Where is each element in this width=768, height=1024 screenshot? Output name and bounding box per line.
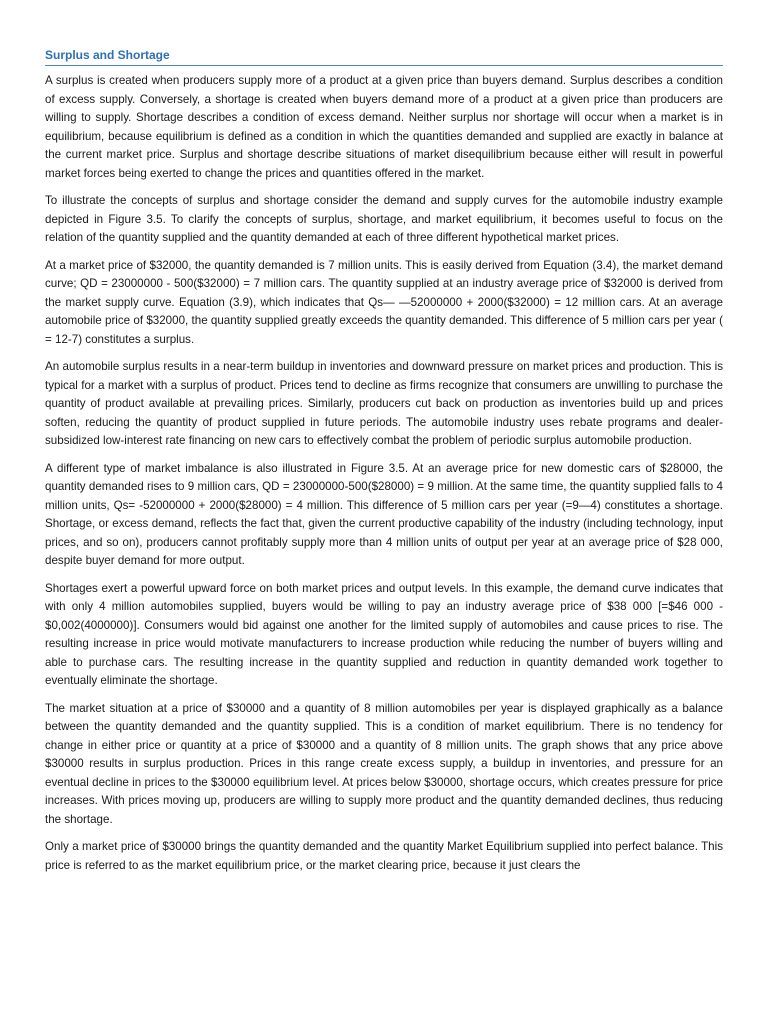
paragraph-shortage-example: A different type of market imbalance is also illustrated in Figure 3.5. At an average price for new domestic cars of $28000, the quantity demanded rises to 9 million cars, QD = 23000000-500($28000) = 9 million. At the same time, the quantity supplied falls to 4 million units, Qs= -52000000 + 2000($28000) = 4 million. This difference of 5 million cars per year (=9—4) constitutes a shortage. Shortage, or excess demand, reflects the fact that, given the current productive capability of the industry (including technology, input prices, and so on), producers cannot profitably supply more than 4 million units of output per year at an average price of $28 000, despite buyer demand for more output.: [45, 461, 723, 567]
document-page: [45, 46, 723, 884]
paragraph-equilibrium-price: Only a market price of $30000 brings the quantity demanded and the quantity Market Equilibrium supplied into perfect balance. This price is referred to as the market equilibrium price, or the market clearing price, because it just clears the: [45, 840, 723, 872]
paragraph-surplus-effects: An automobile surplus results in a near-term buildup in inventories and downward pressure on market prices and production. This is typical for a market with a surplus of product. Prices tend to decline as firms recognize that consumers are unwilling to purchase the quantity of product available at prevailing prices. Similarly, producers cut back on production as inventories build up and prices soften, reducing the quantity of product supplied in future periods. The automobile industry uses rebate programs and dealer-subsidized low-interest rate financing on new cars to effectively combat the problem of periodic surplus automobile production.: [45, 360, 723, 447]
paragraph-surplus-definition: A surplus is created when producers supply more of a product at a given price than buyers demand. Surplus describes a condition of excess supply. Conversely, a shortage is created when buyers demand more of a product at a given price than producers are willing to supply. Shortage describes a condition of excess demand. Neither surplus nor shortage will occur when a market is in equilibrium, because equilibrium is defined as a condition in which the quantities demanded and supplied are exactly in balance at the current market price. Surplus and shortage describe situations of market disequilibrium because either will result in powerful market forces being exerted to change the prices and quantities offered in the market.: [45, 74, 723, 180]
paragraph-illustration: To illustrate the concepts of surplus and shortage consider the demand and supply curves for the automobile industry example depicted in Figure 3.5. To clarify the concepts of surplus, shortage, and market equilibrium, it becomes useful to focus on the relation of the quantity supplied and the quantity demanded at each of three different hypothetical market prices.: [45, 194, 723, 244]
section-heading: Surplus and Shortage: [45, 46, 723, 66]
paragraph-surplus-example: At a market price of $32000, the quantity demanded is 7 million units. This is easily derived from Equation (3.4), the market demand curve; QD = 23000000 - 500($32000) = 7 million cars. The quantity supplied at an industry average price of $32000 is derived from the market supply curve. Equation (3.9), which indicates that Qs— —52000000 + 2000($32000) = 12 million cars. At an average automobile price of $32000, the quantity supplied greatly exceeds the quantity demanded. This difference of 5 million cars per year ( = 12-7) constitutes a surplus.: [45, 258, 723, 346]
paragraph-shortage-effects: Shortages exert a powerful upward force on both market prices and output levels. In this example, the demand curve indicates that with only 4 million automobiles supplied, buyers would be willing to pay an industry average price of $38 000 [=$46 000 - $0,002(4000000)]. Consumers would bid against one another for the limited supply of automobiles and cause prices to rise. The resulting increase in price would motivate manufacturers to increase production while reducing the number of buyers willing and able to purchase cars. The resulting increase in the quantity supplied and reduction in quantity demanded work together to eventually eliminate the shortage.: [45, 581, 723, 687]
paragraph-equilibrium: The market situation at a price of $30000 and a quantity of 8 million automobiles per year is displayed graphically as a balance between the quantity demanded and the quantity supplied. This is a condition of market equilibrium. There is no tendency for change in either price or quantity at a price of $30000 and a quantity of 8 million units. The graph shows that any price above $30000 results in surplus production. Prices in this range create excess supply, a buildup in inventories, and pressure for an eventual decline in prices to the $30000 equilibrium level. At prices below $30000, shortage occurs, which creates pressure for price increases. With prices moving up, producers are willing to supply more product and the quantity demanded declines, thus reducing the shortage.: [45, 701, 723, 826]
